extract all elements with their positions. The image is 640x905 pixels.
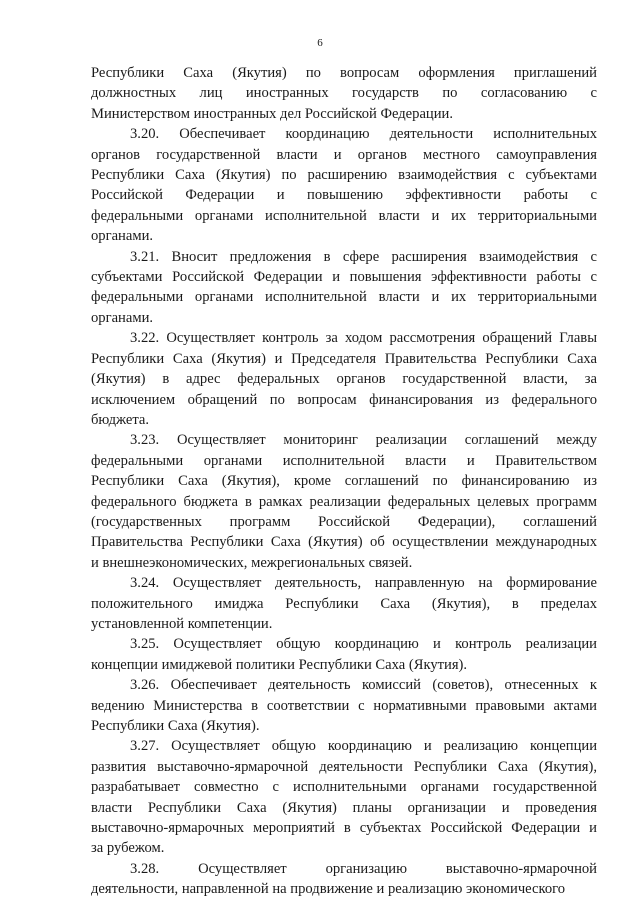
text-line: разрабатывает совместно с исполнительными органами государственной bbox=[91, 779, 597, 796]
text-line: ведению Министерства в соответствии с нормативными правовыми актами bbox=[91, 697, 597, 714]
text-line: 3.20. Обеспечивает координацию деятельности исполнительных bbox=[130, 126, 597, 143]
text-line: исключением обращений по вопросам финансирования из федерального bbox=[91, 391, 597, 408]
paragraph bbox=[91, 247, 597, 329]
text-line: федеральными органами исполнительной власти и Правительством bbox=[91, 452, 597, 469]
text-line: федеральными органами исполнительной власти и их территориальными bbox=[91, 207, 597, 224]
paragraph bbox=[91, 430, 597, 573]
paragraph bbox=[91, 634, 597, 675]
text-line: 3.21. Вносит предложения в сфере расширения взаимодействия с bbox=[130, 248, 597, 265]
text-line: Республики Саха (Якутия). bbox=[91, 718, 260, 734]
text-line: Республики Саха (Якутия) и Председателя Правительства Республики Саха bbox=[91, 350, 597, 367]
text-line: Республики Саха (Якутия) по вопросам оформления приглашений bbox=[91, 65, 597, 81]
text-line: Российской Федерации и повышению эффективности работы с bbox=[91, 187, 597, 204]
text-line: власти Республики Саха (Якутия) планы организации и проведения bbox=[91, 799, 597, 816]
text-line: Республики Саха (Якутия), кроме соглашений по финансированию из bbox=[91, 473, 597, 490]
text-line: Министерством иностранных дел Российской Федерации. bbox=[91, 105, 454, 122]
text-line: 3.27. Осуществляет общую координацию и реализацию концепции bbox=[130, 738, 597, 755]
page-number: 6 bbox=[317, 37, 323, 49]
paragraph bbox=[91, 736, 597, 858]
text-line: концепции имиджевой политики Республики Саха (Якутия). bbox=[91, 656, 468, 673]
text-line: Правительства Республики Саха (Якутия) об осуществлении международных bbox=[91, 534, 597, 551]
text-line: 3.26. Обеспечивает деятельность комиссий (советов), отнесенных к bbox=[130, 677, 597, 694]
text-line: Республики Саха (Якутия) по расширению взаимодействия с субъектами bbox=[91, 167, 597, 184]
paragraph bbox=[91, 328, 597, 430]
text-line: развития выставочно-ярмарочной деятельности Республики Саха (Якутия), bbox=[91, 758, 597, 775]
text-line: положительного имиджа Республики Саха (Якутия), в пределах bbox=[91, 595, 597, 612]
paragraph bbox=[91, 63, 597, 124]
text-line: федеральными органами исполнительной власти и их территориальными bbox=[91, 289, 597, 306]
paragraph bbox=[91, 859, 597, 900]
paragraph bbox=[91, 573, 597, 634]
text-line: федерального бюджета в рамках реализации федеральных целевых программ bbox=[91, 493, 597, 510]
text-line: 3.24. Осуществляет деятельность, направленную на формирование bbox=[130, 575, 597, 592]
text-line: деятельности, направленной на продвижение и реализацию экономического bbox=[91, 881, 566, 898]
text-line: (государственных программ Российской Федерации), соглашений bbox=[91, 513, 597, 530]
paragraph bbox=[91, 124, 597, 246]
paragraph bbox=[91, 675, 597, 736]
text-line: органами. bbox=[91, 309, 154, 326]
text-line: выставочно-ярмарочных мероприятий в субъектах Российской Федерации и bbox=[91, 820, 597, 837]
text-line: бюджета. bbox=[91, 411, 150, 428]
text-line: должностных лиц иностранных государств по согласованию с bbox=[91, 85, 597, 102]
text-line: 3.28. Осуществляет организацию выставочно-ярмарочной bbox=[130, 860, 597, 877]
text-line: (Якутия) в адрес федеральных органов государственной власти, за bbox=[91, 371, 597, 388]
text-line: органов государственной власти и органов местного самоуправления bbox=[91, 146, 597, 163]
text-line: органами. bbox=[91, 228, 154, 245]
text-line: 3.25. Осуществляет общую координацию и контроль реализации bbox=[130, 636, 597, 653]
text-line: и внешнеэкономических, межрегиональных связей. bbox=[91, 554, 413, 571]
text-line: за рубежом. bbox=[91, 840, 165, 857]
document-body bbox=[91, 63, 597, 900]
text-line: 3.22. Осуществляет контроль за ходом рассмотрения обращений Главы bbox=[130, 330, 597, 347]
text-line: установленной компетенции. bbox=[91, 615, 273, 632]
text-line: субъектами Российской Федерации и повышения эффективности работы с bbox=[91, 269, 597, 286]
text-line: 3.23. Осуществляет мониторинг реализации соглашений между bbox=[130, 432, 597, 449]
